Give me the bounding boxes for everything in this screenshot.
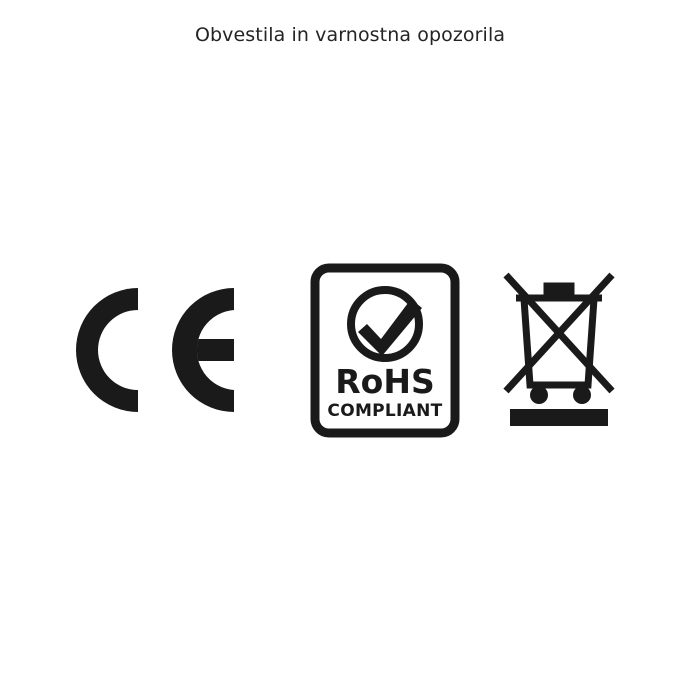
weee-mark	[494, 263, 624, 438]
weee-crossed-out-wheelie-bin-icon	[494, 263, 624, 438]
ce-marking-icon	[76, 270, 276, 430]
rohs-compliant-icon	[310, 263, 460, 438]
rohs-mark	[310, 263, 460, 438]
page-title: Obvestila in varnostna opozorila	[194, 24, 506, 46]
compliance-marks-row	[0, 255, 700, 445]
svg-text:COMPLIANT: COMPLIANT	[327, 400, 443, 421]
svg-text:RoHS: RoHS	[335, 361, 435, 401]
ce-mark	[76, 270, 276, 430]
